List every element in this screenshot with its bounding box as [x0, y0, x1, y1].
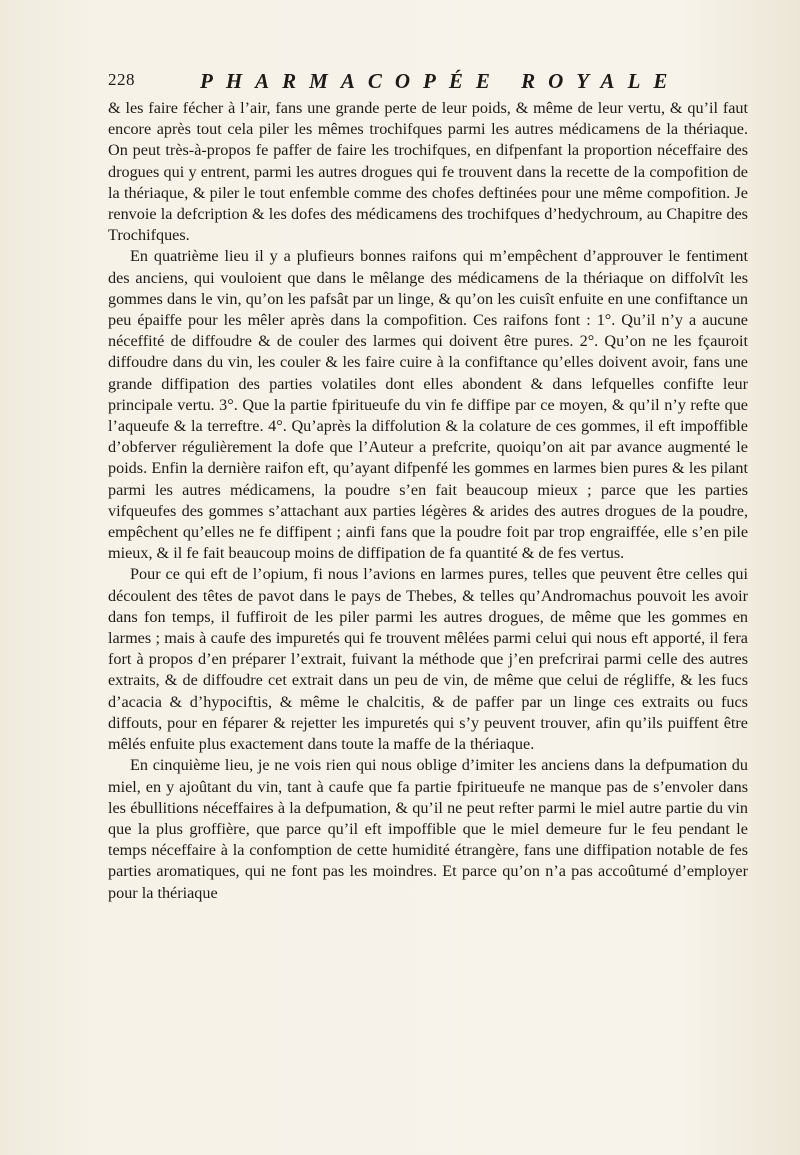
paragraph-fourth-reason: En quatrième lieu il y a plufieurs bonnes raifons qui m’empêchent d’approuver le fentiment des anciens, qui vouloient que dans le mêlange des médicamens de la thériaque on diffolvît les gommes dans le vin, qu’on les pafsât par un linge, & qu’on les cuisît enfuite en une confiftance un peu épaiffe pour les mêler après dans la compofition. Ces raifons font : 1°. Qu’il n’y a aucune néceffité de diffoudre & de couler des larmes qui doivent être pures. 2°. Qu’on ne les fçauroit diffoudre dans du vin, les couler & les faire cuire à la confiftance qu’elles doivent avoir, fans une grande diffipation des parties volatiles dont elles abondent & dans lefquelles confifte leur principale vertu. 3°. Que la partie fpiritueufe du vin fe diffipe par ce moyen, & qu’il n’y refte que l’aqueufe & la terreftre. 4°. Qu’après la diffolution & la colature de ces gommes, il eft impoffible d’obferver régulièrement la dofe que l’Auteur a prefcrite, quoiqu’on ait par avance augmenté le poids. Enfin la dernière raifon eft, qu’ayant difpenfé les gommes en larmes bien pures & les pilant parmi les autres médicamens, la poudre s’en fait beaucoup mieux ; parce que les parties vifqueufes des gommes s’attachant aux parties légères & arides des autres drogues de la poudre, empêchent qu’elles ne fe diffipent ; ainfi fans que la poudre foit par trop engraiffée, elle s’en pile mieux, & il fe fait beaucoup moins de diffipation de fa quantité & de fes vertus. — [108, 247, 748, 563]
page-header — [108, 70, 748, 98]
running-title: PHARMACOPÉE ROYALE — [200, 69, 681, 93]
paragraph-fifth-reason: En cinquième lieu, je ne vois rien qui nous oblige d’imiter les anciens dans la defpumation du miel, en y ajoûtant du vin, tant à caufe que fa partie fpiritueufe ne manque pas de s’envoler dans les ébullitions néceffaires à la defpumation, & qu’il ne peut refter parmi le miel autre partie du vin que la plus groffière, que parce qu’il eft impoffible que le miel demeure fur le feu pendant le temps néceffaire à la confomption de cette humidité étrangère, fans une diffipation notable de fes parties aromatiques, qui ne font pas les moindres. Et parce qu’on n’a pas accoûtumé d’employer pour la thériaque — [108, 756, 748, 902]
page-number: 228 — [108, 70, 135, 89]
paragraph-continuation: & les faire fécher à l’air, fans une grande perte de leur poids, & même de leur vertu, & qu’il faut encore après tout cela piler les mêmes trochifques parmi les autres médicamens de la thériaque. On peut très-à-propos fe paffer de faire les trochifques, en difpenfant la proportion néceffaire des drogues qui y entrent, parmi les autres drogues qui fe trouvent dans la recette de la compofition de la thériaque, & piler le tout enfemble comme des chofes deftinées pour une même compofition. Je renvoie la defcription & les dofes des médicamens des trochifques d’hedychroum, au Chapitre des Trochifques. — [108, 99, 748, 245]
body-text — [108, 98, 748, 904]
paragraph-opium: Pour ce qui eft de l’opium, fi nous l’avions en larmes pures, telles que peuvent être celles qui découlent des têtes de pavot dans le pays de Thebes, & telles qu’Andromachus pouvoit les avoir dans fon temps, il fuffiroit de les piler parmi les autres drogues, de même que les gommes en larmes ; mais à caufe des impuretés qui fe trouvent mêlées parmi celui qui nous eft apporté, il fera fort à propos d’en préparer l’extrait, fuivant la méthode que j’en prefcrirai parmi celle des autres extraits, & de diffoudre cet extrait dans un peu de vin, de même que celui de régliffe, & les fucs d’acacia & d’hypociftis, & même le chalcitis, & de paffer par un linge ces extraits ou fucs diffouts, pour en féparer & rejetter les impuretés qui s’y peuvent trouver, afin qu’ils puiffent être mêlés enfuite plus exactement dans toute la maffe de la thériaque. — [108, 565, 748, 754]
